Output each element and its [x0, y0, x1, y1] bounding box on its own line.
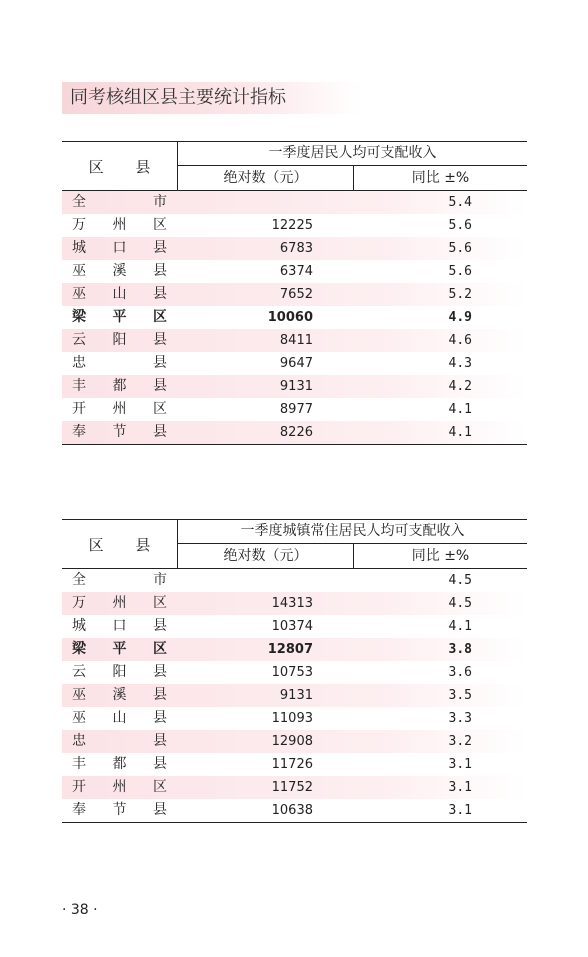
county-name	[72, 191, 167, 214]
county-name-char: 市	[153, 194, 167, 210]
absolute-value-cell: 12908	[271, 734, 313, 749]
county-name	[72, 306, 167, 329]
county-name-char: 县	[153, 710, 167, 726]
county-name	[72, 684, 167, 707]
county-name-char: 都	[112, 378, 127, 394]
county-name-char: 万	[72, 217, 86, 233]
county-name-char: 忠	[72, 355, 86, 371]
county-name-char	[113, 191, 127, 214]
county-name	[72, 592, 167, 615]
yoy-change-cell: 3.5	[448, 688, 472, 703]
county-name-char: 州	[112, 779, 127, 795]
table-row	[62, 615, 527, 638]
table-body	[62, 569, 527, 823]
county-name-char: 县	[153, 240, 167, 256]
absolute-value-cell: 9647	[279, 356, 313, 371]
table-row	[62, 776, 527, 799]
county-name-char: 区	[153, 217, 167, 233]
county-name-char: 县	[153, 733, 167, 749]
absolute-value-cell: 10638	[271, 803, 313, 818]
county-name-char: 县	[153, 618, 167, 634]
county-name-char: 巫	[72, 263, 86, 279]
yoy-change-cell: 3.2	[448, 734, 472, 749]
absolute-value-cell: 9131	[279, 379, 313, 394]
county-name-char: 县	[153, 424, 167, 440]
absolute-value-cell: 10060	[267, 310, 313, 325]
yoy-change-cell: 4.1	[448, 402, 472, 417]
table-row	[62, 260, 527, 283]
absolute-value-header: 绝对数（元）	[178, 544, 354, 568]
county-name	[72, 329, 167, 352]
absolute-value-cell: 9131	[279, 688, 313, 703]
absolute-value-cell: 8977	[279, 402, 313, 417]
table-row	[62, 753, 527, 776]
county-name	[72, 799, 167, 822]
county-name-char: 县	[153, 332, 167, 348]
county-name	[72, 283, 167, 306]
yoy-change-cell: 4.3	[448, 356, 472, 371]
county-name-char: 区	[153, 641, 167, 657]
county-name-char: 节	[112, 802, 127, 818]
county-name	[72, 260, 167, 283]
yoy-change-header: 同比 ±%	[411, 170, 470, 186]
group-column-header: 一季度居民人均可支配收入	[178, 142, 527, 166]
county-name	[72, 421, 167, 444]
table-row	[62, 329, 527, 352]
county-name-char: 山	[112, 286, 127, 302]
county-name-char: 平	[112, 641, 127, 657]
county-name	[72, 615, 167, 638]
absolute-value-cell: 11093	[271, 711, 313, 726]
absolute-value-cell: 6374	[279, 264, 313, 279]
yoy-change-cell: 4.5	[448, 596, 472, 611]
table-header	[62, 519, 527, 569]
yoy-change-cell: 3.1	[448, 757, 472, 772]
yoy-change-cell: 3.8	[448, 642, 472, 657]
county-column-header: 区 县	[88, 157, 164, 176]
table-row	[62, 214, 527, 237]
county-name-char: 区	[153, 595, 167, 611]
county-name	[72, 237, 167, 260]
county-name-char: 平	[112, 309, 127, 325]
county-name	[72, 753, 167, 776]
absolute-value-cell: 11752	[271, 780, 313, 795]
absolute-value-cell: 10753	[271, 665, 313, 680]
county-name-char: 阳	[112, 332, 127, 348]
county-name-char: 万	[72, 595, 86, 611]
county-name	[72, 569, 167, 592]
table-row	[62, 306, 527, 329]
county-name	[72, 375, 167, 398]
county-name-char: 口	[112, 618, 127, 634]
county-name-char: 城	[72, 618, 86, 634]
table-row	[62, 398, 527, 421]
yoy-change-cell: 5.6	[448, 264, 472, 279]
county-name-char	[113, 569, 127, 592]
table-header	[62, 141, 527, 191]
table-row	[62, 352, 527, 375]
yoy-change-cell: 3.6	[448, 665, 472, 680]
yoy-change-cell: 3.1	[448, 780, 472, 795]
county-name	[72, 707, 167, 730]
section-title: 同考核组区县主要统计指标	[62, 82, 362, 114]
county-name-char: 开	[72, 779, 86, 795]
county-name-char: 丰	[72, 756, 86, 772]
county-name-char: 云	[72, 332, 86, 348]
county-column-header: 区 县	[88, 535, 164, 554]
county-name-char: 州	[112, 217, 127, 233]
county-name-char: 城	[72, 240, 86, 256]
absolute-value-header: 绝对数（元）	[178, 166, 354, 190]
absolute-value-cell: 10374	[271, 619, 313, 634]
yoy-change-cell: 3.3	[448, 711, 472, 726]
county-name	[72, 776, 167, 799]
county-name-char: 梁	[72, 309, 86, 325]
yoy-change-cell: 3.1	[448, 803, 472, 818]
county-name-char: 都	[112, 756, 127, 772]
table-row	[62, 191, 527, 214]
yoy-change-cell: 5.2	[448, 287, 472, 302]
county-name-char: 县	[153, 802, 167, 818]
county-name-char: 区	[153, 401, 167, 417]
county-name-char: 巫	[72, 710, 86, 726]
absolute-value-cell: 7652	[279, 287, 313, 302]
table-row	[62, 283, 527, 306]
table-row	[62, 237, 527, 260]
table-row	[62, 638, 527, 661]
county-name-char: 忠	[72, 733, 86, 749]
table-row	[62, 730, 527, 753]
county-name-char: 州	[112, 595, 127, 611]
income-table-urban-residents	[62, 519, 527, 823]
absolute-value-cell: 12225	[271, 218, 313, 233]
county-name	[72, 214, 167, 237]
county-name	[72, 398, 167, 421]
county-name-char: 溪	[112, 263, 127, 279]
county-name	[72, 638, 167, 661]
table-row	[62, 799, 527, 822]
table-row	[62, 375, 527, 398]
yoy-change-cell: 4.5	[448, 573, 472, 588]
county-name	[72, 730, 167, 753]
county-name-char: 溪	[112, 687, 127, 703]
absolute-value-cell: 6783	[279, 241, 313, 256]
table-row	[62, 592, 527, 615]
county-name-char: 县	[153, 263, 167, 279]
table-row	[62, 661, 527, 684]
table-row	[62, 421, 527, 444]
absolute-value-cell: 14313	[271, 596, 313, 611]
yoy-change-cell: 4.2	[448, 379, 472, 394]
county-name-char: 县	[153, 664, 167, 680]
county-name-char: 开	[72, 401, 86, 417]
county-name-char: 市	[153, 572, 167, 588]
yoy-change-cell: 4.1	[448, 619, 472, 634]
county-name-char	[113, 730, 127, 753]
county-name-char: 梁	[72, 641, 86, 657]
yoy-change-cell: 5.4	[448, 195, 472, 210]
county-name-char: 县	[153, 756, 167, 772]
county-name-char: 奉	[72, 802, 86, 818]
yoy-change-cell: 4.9	[448, 310, 472, 325]
county-name	[72, 661, 167, 684]
county-name-char: 县	[153, 687, 167, 703]
absolute-value-cell: 11726	[271, 757, 313, 772]
page-number: · 38 ·	[62, 902, 98, 918]
absolute-value-cell: 12807	[267, 642, 313, 657]
table-row	[62, 684, 527, 707]
table-body	[62, 191, 527, 445]
yoy-change-cell: 5.6	[448, 218, 472, 233]
table-row	[62, 707, 527, 730]
county-name	[72, 352, 167, 375]
county-name-char: 区	[153, 779, 167, 795]
county-name-char: 全	[72, 194, 86, 210]
county-name-char: 丰	[72, 378, 86, 394]
county-name-char: 阳	[112, 664, 127, 680]
county-name-char: 山	[112, 710, 127, 726]
county-name-char: 县	[153, 286, 167, 302]
county-name-char: 区	[153, 309, 167, 325]
county-name-char: 巫	[72, 286, 86, 302]
county-name-char: 云	[72, 664, 86, 680]
county-name-char: 口	[112, 240, 127, 256]
absolute-value-cell: 8411	[279, 333, 313, 348]
county-name-char: 县	[153, 355, 167, 371]
county-name-char: 州	[112, 401, 127, 417]
yoy-change-cell: 4.6	[448, 333, 472, 348]
yoy-change-header: 同比 ±%	[411, 548, 470, 564]
income-table-residents	[62, 141, 527, 445]
group-column-header: 一季度城镇常住居民人均可支配收入	[178, 520, 527, 544]
yoy-change-cell: 4.1	[448, 425, 472, 440]
county-name-char: 奉	[72, 424, 86, 440]
table-row	[62, 569, 527, 592]
absolute-value-cell: 8226	[279, 425, 313, 440]
county-name-char: 全	[72, 572, 86, 588]
county-name-char: 巫	[72, 687, 86, 703]
county-name-char	[113, 352, 127, 375]
county-name-char: 节	[112, 424, 127, 440]
yoy-change-cell: 5.6	[448, 241, 472, 256]
county-name-char: 县	[153, 378, 167, 394]
